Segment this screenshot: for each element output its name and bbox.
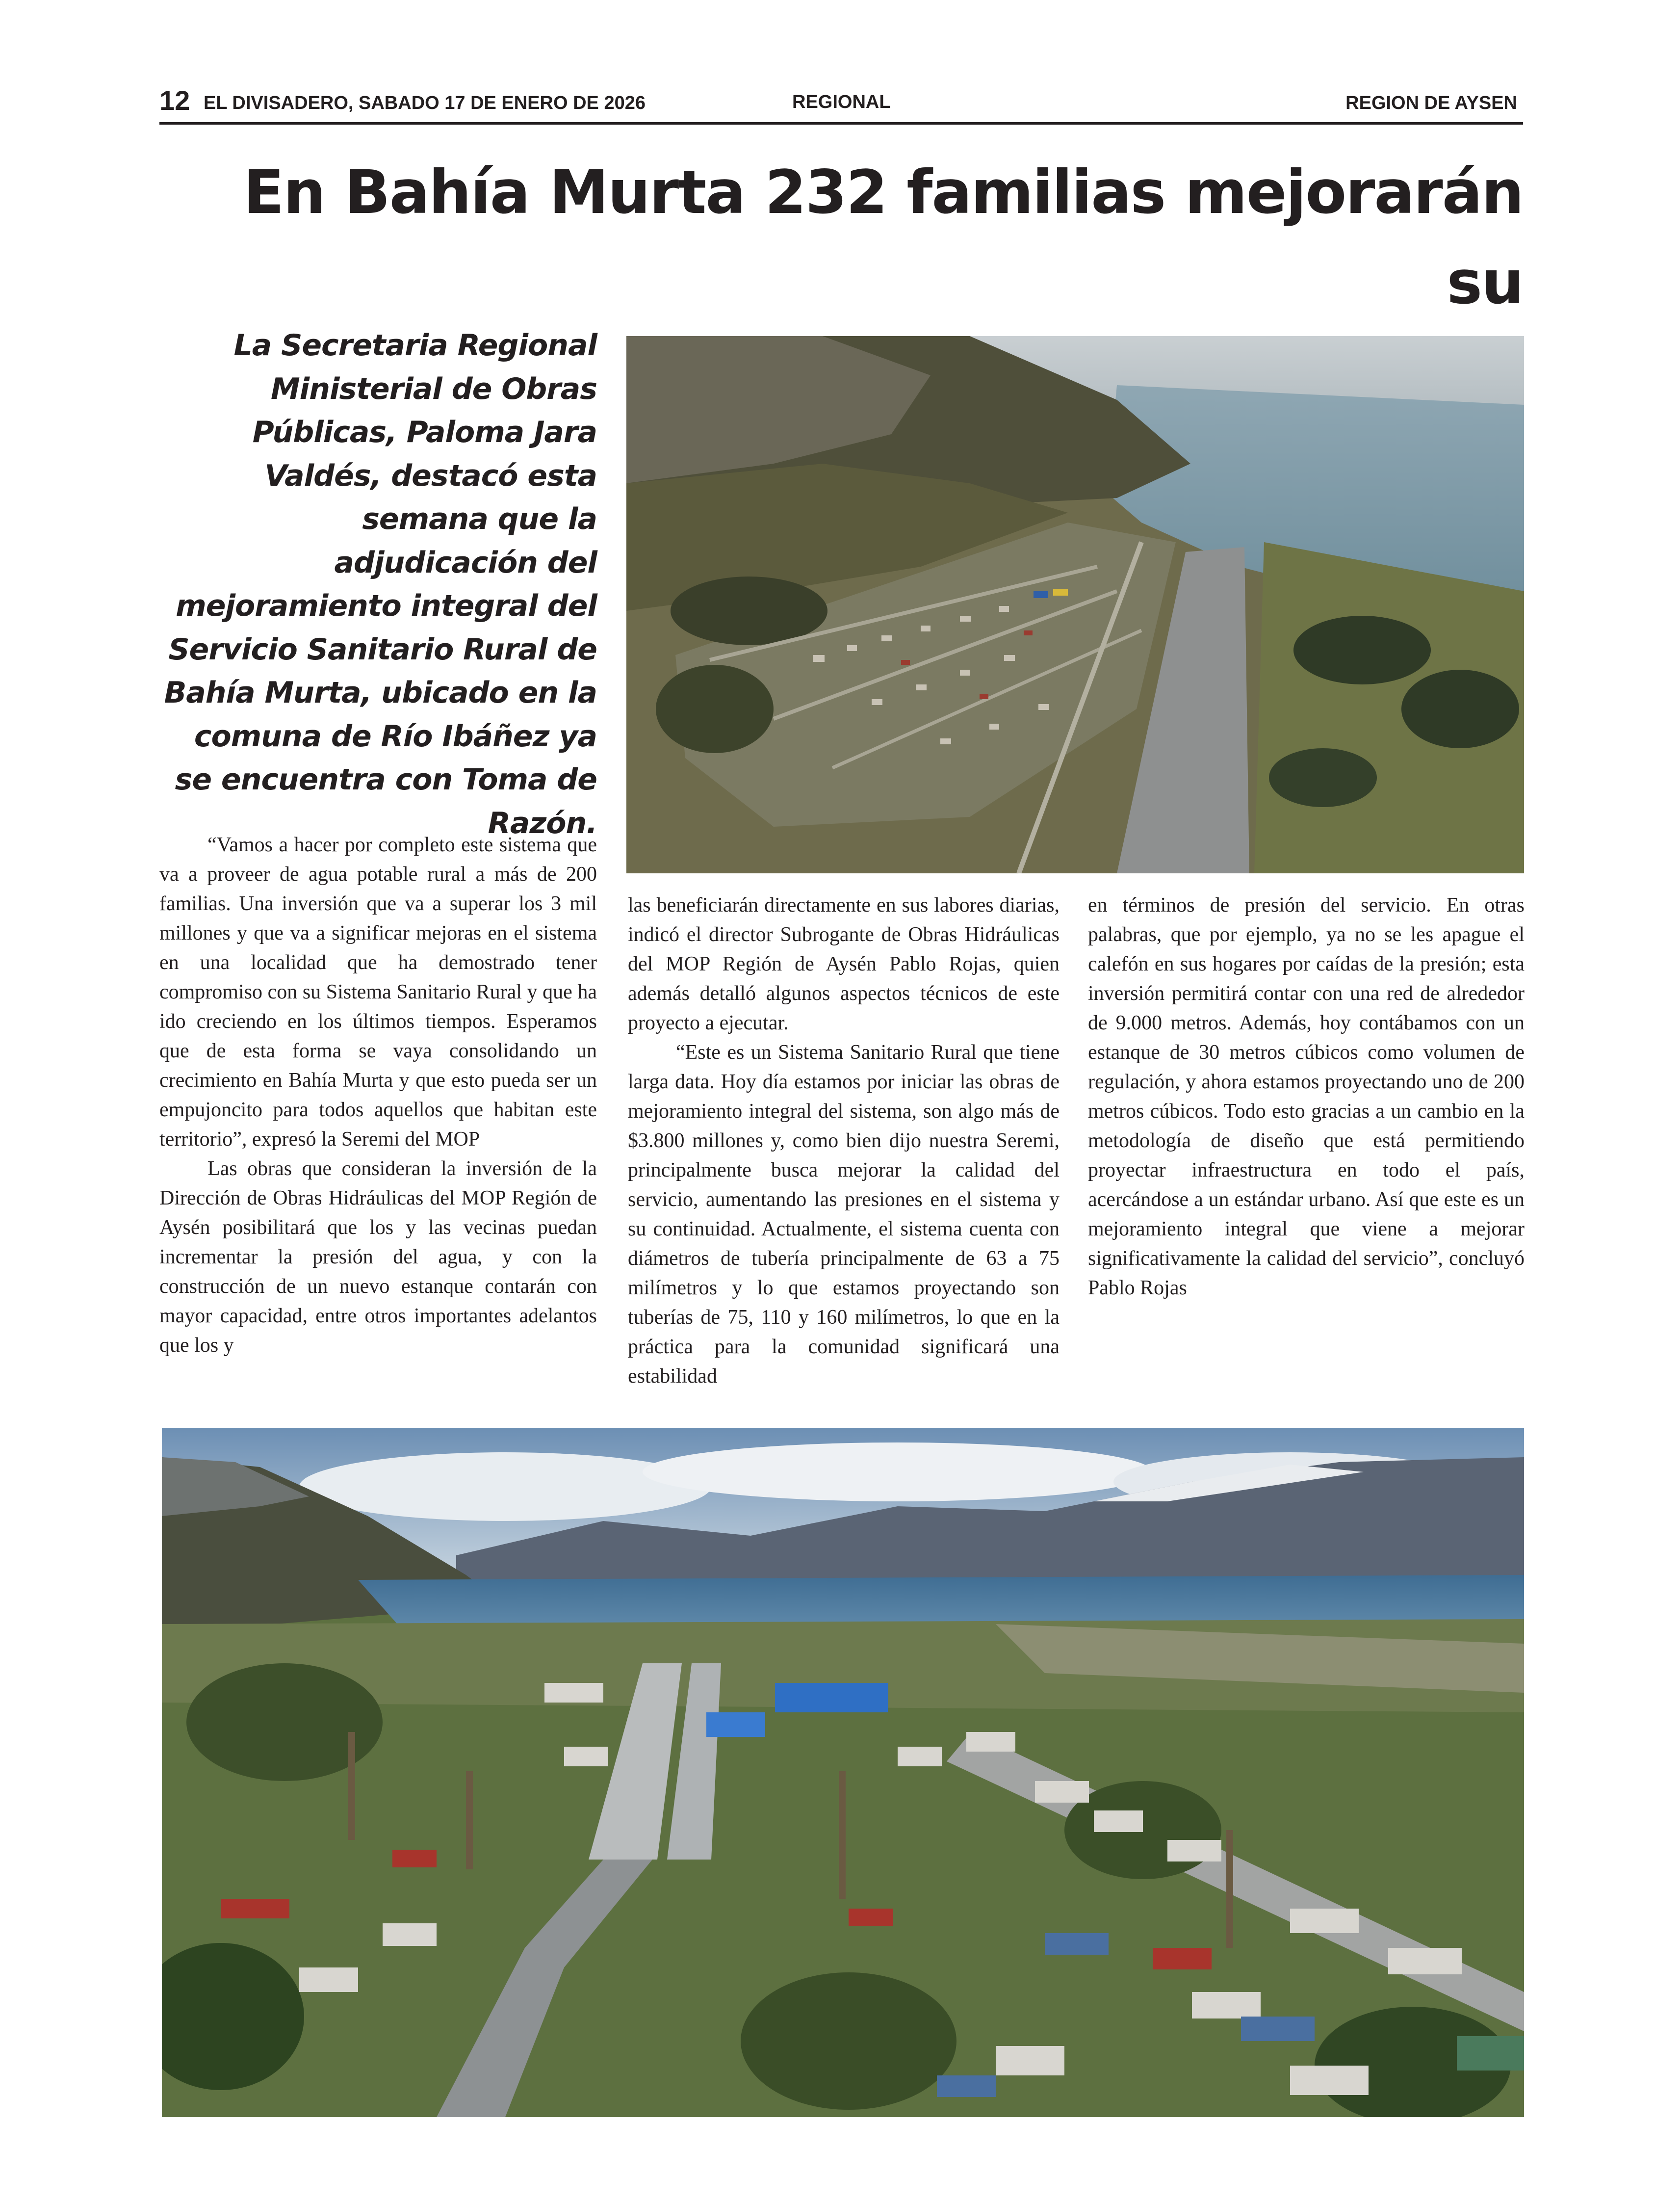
body-paragraph: las beneficiarán directamente en sus labores diarias, indicó el director Subrogante de Obras Hidráulicas del MOP Región de Aysén Pablo Rojas, quien además detalló algunos aspectos técnicos de este proyecto a ejecutar. bbox=[628, 894, 1060, 1034]
body-paragraph: “Vamos a hacer por completo este sistema que va a proveer de agua potable rural a más de 200 familias. Una inversión que va a superar los 3 mil millones y que va a significar mejoras en el sistema en una localidad que ha demostrado tener compromiso con su Sistema Sanitario Rural y que ha ido creciendo en los últimos tiempos. Esperamos que de esta forma se vaya consolidando un crecimiento en Bahía Murta y que esto pueda ser un empujoncito para todos aquellos que habitan este territorio”, expresó la Seremi del MOP bbox=[159, 834, 597, 1151]
body-column-3 bbox=[1088, 891, 1525, 1303]
aerial-photo-town bbox=[162, 1428, 1524, 2117]
body-paragraph: Las obras que consideran la inversión de la Dirección de Obras Hidráulicas del MOP Región de Aysén posibilitará que los y las vecinas puedan incrementar la presión del agua, y con la construcción de un nuevo estanque contarán con mayor capacidad, entre otros importantes adelantos que los y bbox=[159, 1157, 597, 1357]
publication-date: EL DIVISADERO, SABADO 17 DE ENERO DE 2026 bbox=[204, 93, 646, 113]
page-header bbox=[159, 83, 1523, 125]
page-number: 12 bbox=[159, 85, 190, 116]
section-label: REGIONAL bbox=[792, 92, 891, 112]
body-column-2 bbox=[628, 891, 1060, 1391]
body-column-1 bbox=[159, 830, 597, 1360]
lede: La Secretaria Regional Ministerial de Obras Públicas, Paloma Jara Valdés, destacó esta semana que la adjudicación del mejoramiento integral del Servicio Sanitario Rural de Bahía Murta, ubicado en la comuna de Río Ibáñez ya se encuentra con Toma de Razón. bbox=[164, 328, 597, 840]
body-paragraph: “Este es un Sistema Sanitario Rural que tiene larga data. Hoy día estamos por iniciar las obras de mejoramiento integral del sistema, son algo más de $3.800 millones y, como bien dijo nuestra Seremi, principalmente busca mejorar la calidad del servicio, aumentando las presiones en el sistema y su continuidad. Actualmente, el sistema cuenta con diámetros de tubería principalmente de 63 a 75 milímetros y lo que estamos proyectando son tuberías de 75, 110 y 160 milímetros, lo que en la práctica para la comunidad significará una estabilidad bbox=[628, 1041, 1060, 1388]
aerial-photo-valley bbox=[626, 336, 1524, 873]
headline-line-1: En Bahía Murta 232 familias mejorarán su bbox=[243, 157, 1523, 317]
body-paragraph: en términos de presión del servicio. En otras palabras, que por ejemplo, ya no se les apague el calefón en sus hogares por caídas de la presión; esta inversión permitirá contar con una red de alrededor de 9.000 metros. Además, hoy contábamos con un estanque de 30 metros cúbicos como volumen de regulación, y ahora estamos proyectando uno de 200 metros cúbicos. Todo esto gracias a un cambio en la metodología de diseño que está permitiendo proyectar infraestructura en todo el país, acercándose a un estándar urbano. Así que este es un mejoramiento integral que viene a mejorar significativamente la calidad del servicio”, concluyó Pablo Rojas bbox=[1088, 894, 1525, 1299]
region-label: REGION DE AYSEN bbox=[1345, 93, 1517, 113]
